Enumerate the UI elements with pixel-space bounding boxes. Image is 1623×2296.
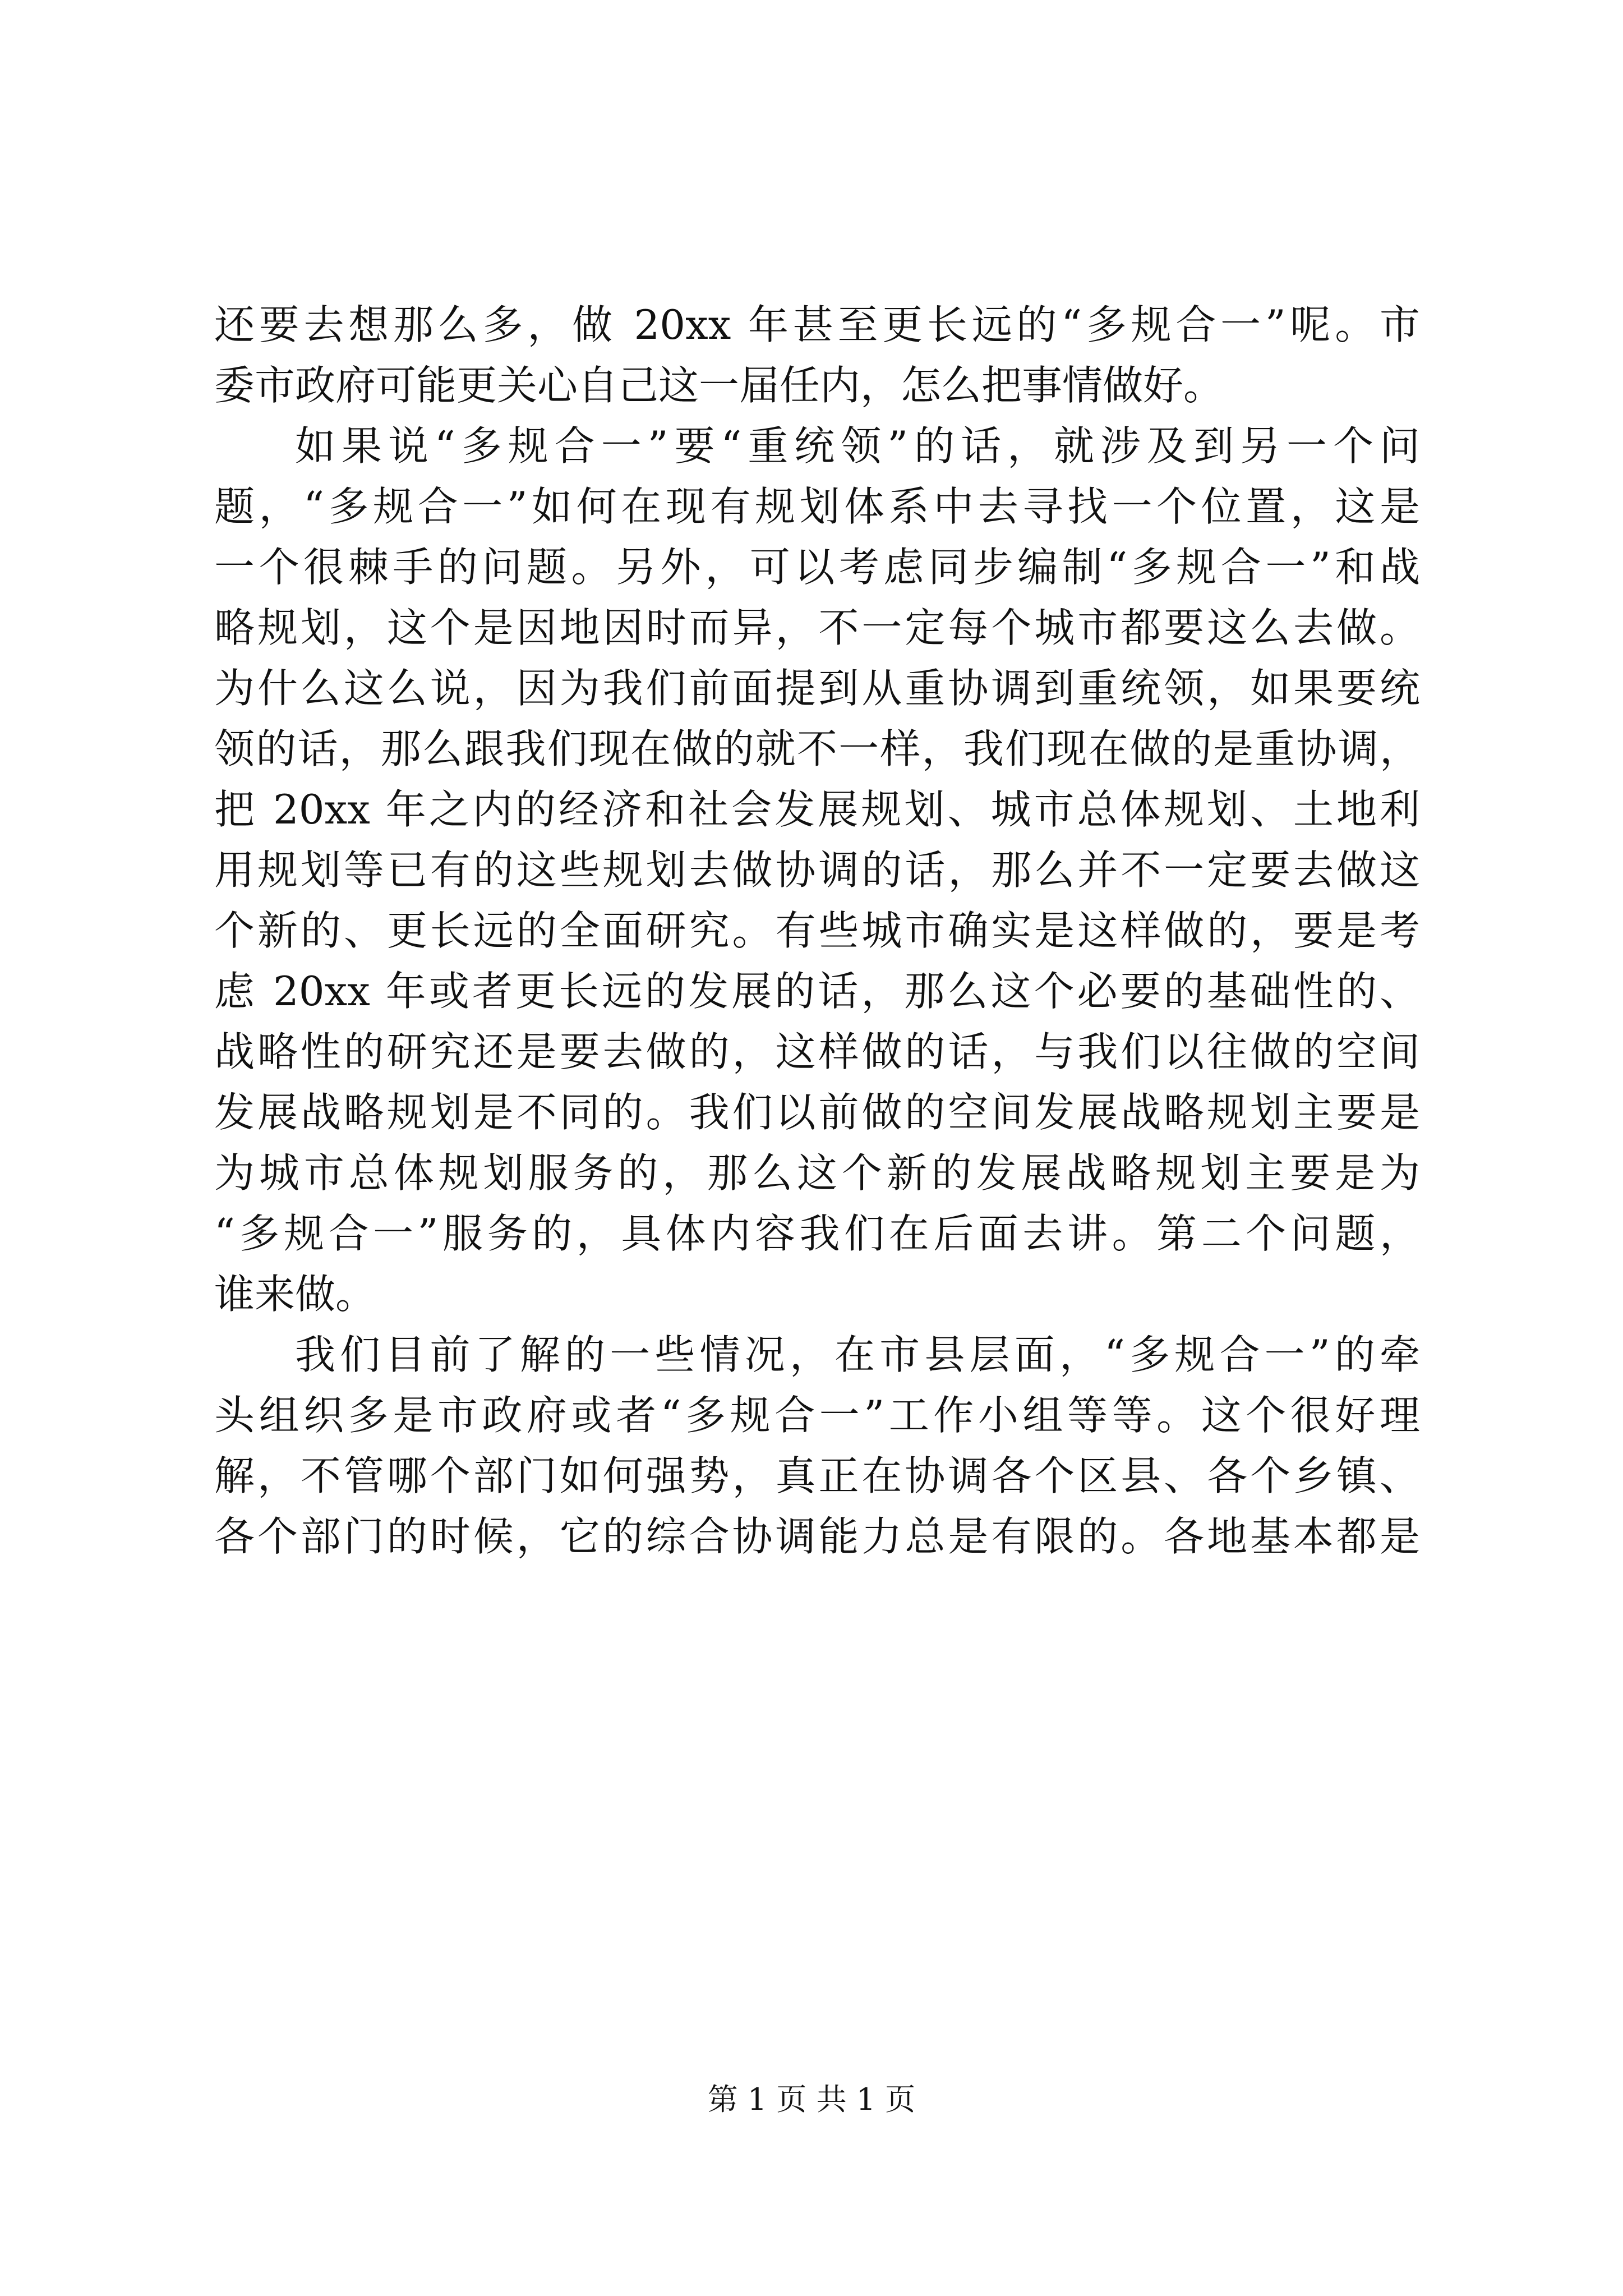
text-line: 虑 20xx 年或者更长远的发展的话，那么这个必要的基础性的、 [214, 968, 1420, 1015]
text-line: “多规合一”服务的，具体内容我们在后面去讲。第二个问题， [214, 1210, 1420, 1257]
text-line: 领的话，那么跟我们现在做的就不一样，我们现在做的是重协调， [214, 725, 1420, 772]
text-line: 用规划等已有的这些规划去做协调的话，那么并不一定要去做这 [214, 846, 1420, 894]
text-line: 略规划，这个是因地因时而异，不一定每个城市都要这么去做。 [214, 604, 1420, 651]
text-line: 题，“多规合一”如何在现有规划体系中去寻找一个位置，这是 [214, 483, 1420, 530]
text-line: 还要去想那么多，做 20xx 年甚至更长远的“多规合一”呢。市 [214, 301, 1420, 348]
page-number-label: 第 1 页 共 1 页 [707, 2082, 916, 2117]
text-line: 如果说“多规合一”要“重统领”的话，就涉及到另一个问 [295, 422, 1420, 470]
text-line: 个新的、更长远的全面研究。有些城市确实是这样做的，要是考 [214, 907, 1420, 954]
text-line: 战略性的研究还是要去做的，这样做的话，与我们以往做的空间 [214, 1028, 1420, 1075]
text-line: 委市政府可能更关心自己这一届任内，怎么把事情做好。 [214, 362, 1224, 409]
text-line: 我们目前了解的一些情况，在市县层面，“多规合一”的牵 [295, 1331, 1420, 1378]
text-line: 各个部门的时候，它的综合协调能力总是有限的。各地基本都是 [214, 1513, 1420, 1560]
text-line: 发展战略规划是不同的。我们以前做的空间发展战略规划主要是 [214, 1089, 1420, 1136]
text-line: 解，不管哪个部门如何强势，真正在协调各个区县、各个乡镇、 [214, 1452, 1420, 1499]
text-line: 把 20xx 年之内的经济和社会发展规划、城市总体规划、土地利 [214, 786, 1420, 833]
body-text [214, 295, 1420, 1567]
text-line: 为什么这么说，因为我们前面提到从重协调到重统领，如果要统 [214, 665, 1420, 712]
text-line: 为城市总体规划服务的，那么这个新的发展战略规划主要是为 [214, 1149, 1420, 1197]
text-line: 一个很棘手的问题。另外，可以考虑同步编制“多规合一”和战 [214, 544, 1420, 591]
text-line: 谁来做。 [214, 1271, 376, 1318]
text-line: 头组织多是市政府或者“多规合一”工作小组等等。这个很好理 [214, 1392, 1420, 1439]
page-footer [0, 2080, 1623, 2119]
